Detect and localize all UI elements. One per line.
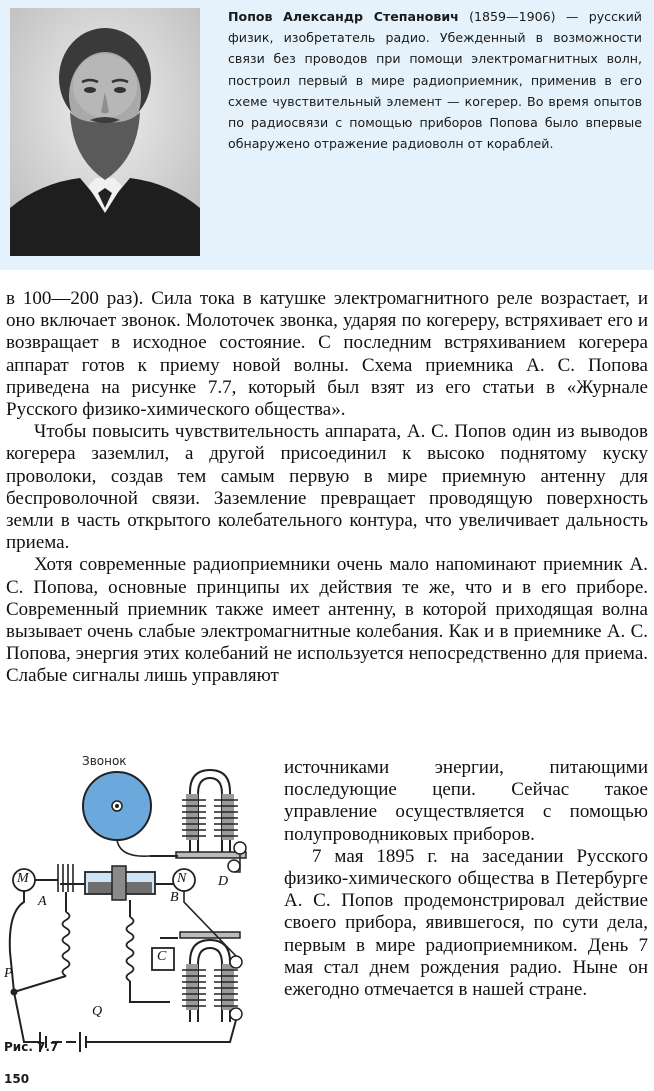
label-n: N: [177, 871, 187, 886]
column-paragraph: 7 мая 1895 г. на заседании Русского физико-химического общества в Петербурге А. С. Попов продемонстрировал действие своего прибора, явившегося, по сути дела, первым в мире радиоприемником. День 7 мая стал днем рождения радио. Ныне он ежегодно отмечается в нашей стране.: [284, 845, 648, 1001]
column-continuation: источниками энергии, питающими последующие цепи. Сейчас такое управление осуществляется с помощью полупроводниковых приборов.: [284, 757, 648, 845]
bio-box: [0, 0, 654, 270]
main-text: [6, 288, 648, 688]
bio-name: Попов Александр Степанович: [228, 9, 459, 24]
page-number: 150: [4, 1072, 30, 1086]
portrait-photo: [10, 8, 200, 256]
paragraph-3: Хотя современные радиоприемники очень мало напоминают приемник А. С. Попова, основные принципы их действия те же, что и в его приборе. Современный приемник также имеет антенну, в которой приходящая волна вызывает очень слабые электромагнитные колебания. Как и в приемнике А. С. Попова, энергия этих колебаний не используется непосредственно для приема. Слабые сигналы лишь управляют: [6, 554, 648, 687]
label-d: D: [218, 874, 229, 889]
paragraph-1: в 100—200 раз). Сила тока в катушке электромагнитного реле возрастает, и оно включает звонок. Молоточек звонка, ударяя по когереру, встряхивает его и возвращает в исходное состояние. С последним встряхиванием когерера аппарат готов к приему новой волны. Схема приемника А. С. Попова приведена на рисунке 7.7, который был взят из его статьи в «Журнале Русского физико-химического общества».: [6, 288, 648, 421]
label-q: Q: [92, 1004, 103, 1019]
figure-caption: Рис. 7.7: [4, 1040, 59, 1054]
portrait-image: [10, 8, 200, 256]
label-c: C: [157, 949, 167, 964]
label-p: P: [4, 966, 13, 981]
label-b: B: [170, 890, 179, 905]
paragraph-2: Чтобы повысить чувствительность аппарата, А. С. Попов один из выводов когерера заземлил, а другой присоединил к высоко поднятому куску проволоки, создав тем самым первую в мире приемную антенну для беспроволочной связи. Заземление превращает проводящую поверхность земли в часть открытого колебательного контура, что увеличивает дальность приема.: [6, 421, 648, 554]
bio-text: [228, 6, 642, 154]
bell-label: Звонок: [82, 754, 127, 768]
label-a: A: [38, 894, 47, 909]
label-m: M: [17, 871, 29, 886]
column-text: [284, 757, 648, 1001]
bio-description: (1859—1906) — русский физик, изобретатель радио. Убежденный в возможности связи без проводов при помощи электромагнитных волн, построил первый в мире радиоприемник, применив в его схеме чувствительный элемент — когерер. Во время опытов по радиосвязи с помощью приборов Попова было впервые обнаружено отражение радиоволн от кораблей.: [228, 9, 642, 152]
